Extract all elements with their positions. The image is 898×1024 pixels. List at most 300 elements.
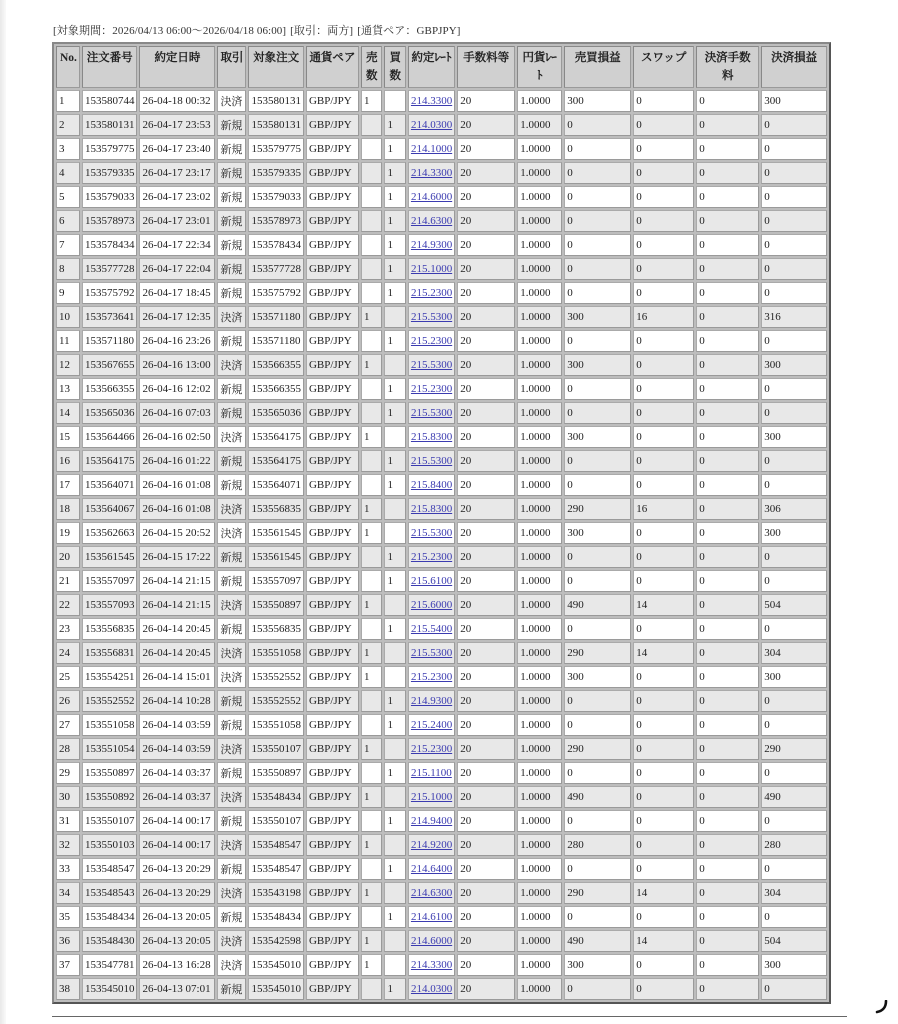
cell-no: 26 [56,690,80,712]
cell-no: 36 [56,930,80,952]
cell-settle-fee: 0 [696,810,759,832]
cell-buy-qty: 1 [384,210,406,232]
cell-trade-pl: 300 [564,306,631,328]
cell-trade-type: 新規 [217,858,246,880]
cell-buy-qty: 1 [384,714,406,736]
exec-rate-link[interactable]: 214.0300 [410,119,453,131]
table-row [56,330,827,352]
cell-buy-qty: 1 [384,138,406,160]
table-row [56,882,827,904]
cell-swap: 14 [633,642,694,664]
cell-trade-pl: 0 [564,402,631,424]
cell-jpy-rate: 1.0000 [517,282,562,304]
cell-order-no: 153550892 [82,786,138,808]
cell-exec-datetime: 26-04-14 03:59 [139,738,215,760]
cell-swap: 0 [633,378,694,400]
exec-rate-link[interactable]: 214.0300 [410,983,453,995]
cell-trade-pl: 0 [564,474,631,496]
cell-settle-fee: 0 [696,258,759,280]
horizontal-rule [52,1016,847,1017]
cell-order-no: 153556835 [82,618,138,640]
cell-sell-qty: 1 [361,786,383,808]
cell-fee: 20 [457,618,515,640]
exec-rate-link[interactable]: 215.2300 [410,551,453,563]
exec-rate-link[interactable]: 215.6100 [410,575,453,587]
cell-exec-datetime: 26-04-17 23:17 [139,162,215,184]
exec-rate-link[interactable]: 214.6300 [410,887,453,899]
cell-sell-qty [361,258,383,280]
cell-sell-qty: 1 [361,90,383,112]
cell-fee: 20 [457,594,515,616]
cell-exec-datetime: 26-04-14 03:59 [139,714,215,736]
cell-exec-datetime: 26-04-13 20:29 [139,882,215,904]
cell-no: 23 [56,618,80,640]
cell-sell-qty [361,978,383,1000]
cell-settle-fee: 0 [696,234,759,256]
cell-jpy-rate: 1.0000 [517,954,562,976]
exec-rate-link[interactable]: 214.3300 [410,959,453,971]
cell-currency-pair: GBP/JPY [306,450,359,472]
cell-order-no: 153579335 [82,162,138,184]
cell-trade-pl: 0 [564,570,631,592]
cell-settle-fee: 0 [696,594,759,616]
cell-settle-fee: 0 [696,426,759,448]
cell-settle-fee: 0 [696,978,759,1000]
cell-order-no: 153564466 [82,426,138,448]
cell-currency-pair: GBP/JPY [306,834,359,856]
cell-jpy-rate: 1.0000 [517,762,562,784]
cell-exec-rate [408,714,455,736]
cell-trade-type: 新規 [217,186,246,208]
cell-order-no: 153578434 [82,234,138,256]
cell-no: 6 [56,210,80,232]
cell-sell-qty: 1 [361,930,383,952]
cell-swap: 0 [633,618,694,640]
exec-rate-link[interactable]: 215.8300 [410,503,453,515]
cell-trade-type: 新規 [217,402,246,424]
cell-exec-rate [408,258,455,280]
cell-order-no: 153556831 [82,642,138,664]
cell-swap: 0 [633,978,694,1000]
cell-fee: 20 [457,162,515,184]
cell-fee: 20 [457,954,515,976]
cell-sell-qty [361,186,383,208]
cell-currency-pair: GBP/JPY [306,402,359,424]
cell-settle-fee: 0 [696,738,759,760]
cell-trade-pl: 0 [564,762,631,784]
col-header-target-order: 対象注文 [248,46,304,88]
cell-currency-pair: GBP/JPY [306,666,359,688]
cell-settle-pl: 0 [761,474,827,496]
cell-settle-pl: 300 [761,354,827,376]
cell-jpy-rate: 1.0000 [517,474,562,496]
cell-sell-qty [361,114,383,136]
cell-exec-rate [408,810,455,832]
exec-rate-link[interactable]: 214.1000 [410,143,453,155]
cell-swap: 0 [633,954,694,976]
cell-trade-type: 新規 [217,138,246,160]
cell-exec-datetime: 26-04-14 21:15 [139,594,215,616]
cell-trade-type: 決済 [217,666,246,688]
cell-jpy-rate: 1.0000 [517,138,562,160]
cell-trade-type: 決済 [217,426,246,448]
cell-sell-qty [361,234,383,256]
cell-settle-fee: 0 [696,930,759,952]
cell-exec-datetime: 26-04-17 18:45 [139,282,215,304]
cell-exec-rate [408,138,455,160]
cell-fee: 20 [457,450,515,472]
cell-no: 13 [56,378,80,400]
cell-sell-qty [361,162,383,184]
cell-swap: 14 [633,594,694,616]
cell-currency-pair: GBP/JPY [306,498,359,520]
cell-exec-rate [408,402,455,424]
cell-exec-rate [408,978,455,1000]
exec-rate-link[interactable]: 215.5300 [410,647,453,659]
cell-jpy-rate: 1.0000 [517,522,562,544]
cell-currency-pair: GBP/JPY [306,690,359,712]
table-row [56,522,827,544]
cell-buy-qty: 1 [384,114,406,136]
cell-swap: 0 [633,474,694,496]
cell-exec-rate [408,546,455,568]
cell-fee: 20 [457,666,515,688]
cell-buy-qty [384,786,406,808]
cell-target-order: 153550107 [248,738,304,760]
cell-trade-type: 決済 [217,90,246,112]
exec-rate-link[interactable]: 214.6000 [410,935,453,947]
cell-sell-qty [361,570,383,592]
cell-no: 37 [56,954,80,976]
cell-trade-pl: 0 [564,978,631,1000]
exec-rate-link[interactable]: 215.1000 [410,263,453,275]
cell-trade-type: 決済 [217,954,246,976]
exec-rate-link[interactable]: 215.2300 [410,383,453,395]
cell-jpy-rate: 1.0000 [517,498,562,520]
table-row [56,642,827,664]
cell-settle-fee: 0 [696,162,759,184]
cell-currency-pair: GBP/JPY [306,930,359,952]
cell-trade-type: 新規 [217,474,246,496]
cell-settle-fee: 0 [696,546,759,568]
cell-sell-qty [361,402,383,424]
cell-fee: 20 [457,90,515,112]
exec-rate-link[interactable]: 215.5300 [410,455,453,467]
cell-buy-qty: 1 [384,810,406,832]
cell-buy-qty: 1 [384,618,406,640]
cell-buy-qty [384,522,406,544]
cell-settle-pl: 0 [761,762,827,784]
cell-swap: 0 [633,810,694,832]
cell-exec-datetime: 26-04-14 20:45 [139,618,215,640]
cell-settle-fee: 0 [696,378,759,400]
cell-jpy-rate: 1.0000 [517,930,562,952]
cell-exec-datetime: 26-04-14 03:37 [139,762,215,784]
cell-settle-pl: 490 [761,786,827,808]
cell-trade-pl: 300 [564,354,631,376]
cell-sell-qty: 1 [361,306,383,328]
exec-rate-link[interactable]: 214.9200 [410,839,453,851]
exec-rate-link[interactable]: 215.5300 [410,407,453,419]
cell-jpy-rate: 1.0000 [517,306,562,328]
cell-jpy-rate: 1.0000 [517,834,562,856]
exec-rate-link[interactable]: 214.3300 [410,95,453,107]
cell-exec-datetime: 26-04-16 02:50 [139,426,215,448]
cell-currency-pair: GBP/JPY [306,426,359,448]
cell-currency-pair: GBP/JPY [306,210,359,232]
cell-trade-pl: 300 [564,666,631,688]
cell-settle-pl: 0 [761,570,827,592]
table-row [56,906,827,928]
cell-exec-datetime: 26-04-18 00:32 [139,90,215,112]
exec-rate-link[interactable]: 214.9300 [410,695,453,707]
criteria-period: [対象期間：2026/04/13 06:00〜2026/04/18 06:00] [53,25,287,37]
cell-trade-type: 決済 [217,738,246,760]
cell-sell-qty: 1 [361,594,383,616]
cell-no: 33 [56,858,80,880]
cell-settle-fee: 0 [696,402,759,424]
table-body [56,90,827,1000]
cell-target-order: 153557097 [248,570,304,592]
exec-rate-link[interactable]: 215.8400 [410,479,453,491]
cell-jpy-rate: 1.0000 [517,978,562,1000]
exec-rate-link[interactable]: 215.1000 [410,791,453,803]
exec-rate-link[interactable]: 214.3300 [410,167,453,179]
cell-order-no: 153573641 [82,306,138,328]
cell-exec-rate [408,354,455,376]
cell-target-order: 153550897 [248,762,304,784]
exec-rate-link[interactable]: 215.5400 [410,623,453,635]
col-header-buy-qty: 買数 [384,46,406,88]
cell-currency-pair: GBP/JPY [306,306,359,328]
cell-swap: 0 [633,450,694,472]
cell-target-order: 153548434 [248,906,304,928]
cell-buy-qty [384,90,406,112]
cell-buy-qty [384,642,406,664]
cell-order-no: 153566355 [82,378,138,400]
cell-buy-qty: 1 [384,234,406,256]
cell-order-no: 153567655 [82,354,138,376]
cell-sell-qty [361,378,383,400]
cell-no: 32 [56,834,80,856]
exec-rate-link[interactable]: 215.6000 [410,599,453,611]
cell-currency-pair: GBP/JPY [306,570,359,592]
cell-fee: 20 [457,978,515,1000]
exec-rate-link[interactable]: 215.2300 [410,287,453,299]
cell-order-no: 153545010 [82,978,138,1000]
cell-no: 15 [56,426,80,448]
table-row [56,786,827,808]
cell-sell-qty [361,330,383,352]
cell-jpy-rate: 1.0000 [517,714,562,736]
cell-exec-rate [408,498,455,520]
cell-settle-pl: 306 [761,498,827,520]
cell-buy-qty [384,306,406,328]
cell-currency-pair: GBP/JPY [306,978,359,1000]
cell-target-order: 153551058 [248,714,304,736]
cell-buy-qty: 1 [384,978,406,1000]
cell-buy-qty: 1 [384,858,406,880]
cell-trade-pl: 0 [564,858,631,880]
cell-target-order: 153565036 [248,402,304,424]
table-row [56,426,827,448]
cell-target-order: 153552552 [248,690,304,712]
cell-order-no: 153551058 [82,714,138,736]
cell-currency-pair: GBP/JPY [306,594,359,616]
cell-sell-qty: 1 [361,522,383,544]
exec-rate-link[interactable]: 215.5300 [410,359,453,371]
cell-target-order: 153551058 [248,642,304,664]
cell-exec-datetime: 26-04-16 01:08 [139,474,215,496]
cell-swap: 0 [633,690,694,712]
cell-settle-fee: 0 [696,906,759,928]
cell-settle-fee: 0 [696,474,759,496]
exec-rate-link[interactable]: 215.2300 [410,743,453,755]
cell-trade-type: 新規 [217,810,246,832]
exec-rate-link[interactable]: 215.5300 [410,311,453,323]
cell-trade-pl: 290 [564,882,631,904]
table-row [56,666,827,688]
table-row [56,738,827,760]
col-header-no: No. [56,46,80,88]
cell-order-no: 153547781 [82,954,138,976]
exec-rate-link[interactable]: 215.8300 [410,431,453,443]
cell-currency-pair: GBP/JPY [306,810,359,832]
cell-target-order: 153548547 [248,834,304,856]
cell-exec-datetime: 26-04-17 22:04 [139,258,215,280]
cell-target-order: 153561545 [248,546,304,568]
col-header-order-no: 注文番号 [82,46,138,88]
cell-settle-fee: 0 [696,282,759,304]
cell-currency-pair: GBP/JPY [306,858,359,880]
cell-currency-pair: GBP/JPY [306,90,359,112]
cell-buy-qty: 1 [384,378,406,400]
cell-settle-fee: 0 [696,450,759,472]
cell-trade-pl: 0 [564,186,631,208]
cell-settle-pl: 0 [761,234,827,256]
cell-exec-rate [408,234,455,256]
cell-jpy-rate: 1.0000 [517,882,562,904]
table-row [56,690,827,712]
cell-swap: 0 [633,186,694,208]
exec-rate-link[interactable]: 215.5300 [410,527,453,539]
trade-history-table [52,42,831,1004]
cell-no: 31 [56,810,80,832]
cell-exec-rate [408,690,455,712]
cell-no: 7 [56,234,80,256]
cell-settle-pl: 0 [761,282,827,304]
cell-settle-pl: 0 [761,810,827,832]
cell-buy-qty [384,738,406,760]
cell-settle-fee: 0 [696,210,759,232]
cell-target-order: 153564175 [248,450,304,472]
cell-buy-qty [384,498,406,520]
cell-settle-fee: 0 [696,90,759,112]
cell-exec-rate [408,426,455,448]
cell-trade-type: 新規 [217,210,246,232]
table-row [56,570,827,592]
exec-rate-link[interactable]: 214.9400 [410,815,453,827]
cell-swap: 14 [633,882,694,904]
cell-sell-qty [361,210,383,232]
cell-settle-pl: 0 [761,258,827,280]
cell-sell-qty: 1 [361,882,383,904]
cell-settle-pl: 304 [761,642,827,664]
cell-trade-type: 新規 [217,570,246,592]
cell-order-no: 153579033 [82,186,138,208]
cell-fee: 20 [457,570,515,592]
exec-rate-link[interactable]: 214.9300 [410,239,453,251]
cell-order-no: 153551054 [82,738,138,760]
cell-trade-type: 新規 [217,162,246,184]
cell-trade-type: 決済 [217,522,246,544]
cell-trade-type: 決済 [217,594,246,616]
cell-order-no: 153561545 [82,546,138,568]
cell-swap: 16 [633,306,694,328]
cell-exec-datetime: 26-04-13 20:29 [139,858,215,880]
cell-order-no: 153564175 [82,450,138,472]
cell-trade-type: 新規 [217,690,246,712]
cell-trade-pl: 0 [564,450,631,472]
exec-rate-link[interactable]: 214.6000 [410,191,453,203]
cell-order-no: 153578973 [82,210,138,232]
exec-rate-link[interactable]: 215.2400 [410,719,453,731]
cell-fee: 20 [457,306,515,328]
exec-rate-link[interactable]: 214.6100 [410,911,453,923]
col-header-settle-fee: 決済手数料 [696,46,759,88]
cell-target-order: 153548434 [248,786,304,808]
col-header-jpy-rate: 円貨ﾚｰﾄ [517,46,562,88]
cell-exec-datetime: 26-04-14 00:17 [139,810,215,832]
cell-trade-type: 決済 [217,786,246,808]
cell-fee: 20 [457,354,515,376]
cell-order-no: 153550103 [82,834,138,856]
cell-no: 21 [56,570,80,592]
cell-no: 12 [56,354,80,376]
cell-target-order: 153575792 [248,282,304,304]
cell-exec-rate [408,162,455,184]
cell-settle-pl: 0 [761,906,827,928]
exec-rate-link[interactable]: 215.1100 [410,767,452,779]
cell-trade-type: 新規 [217,618,246,640]
cell-buy-qty [384,954,406,976]
cell-settle-pl: 280 [761,834,827,856]
exec-rate-link[interactable]: 214.6400 [410,863,453,875]
table-row [56,978,827,1000]
cell-trade-pl: 280 [564,834,631,856]
cell-exec-rate [408,882,455,904]
cell-order-no: 153562663 [82,522,138,544]
cell-jpy-rate: 1.0000 [517,426,562,448]
exec-rate-link[interactable]: 215.2300 [410,335,453,347]
exec-rate-link[interactable]: 214.6300 [410,215,453,227]
cell-trade-pl: 300 [564,954,631,976]
cell-currency-pair: GBP/JPY [306,642,359,664]
cell-no: 8 [56,258,80,280]
cell-currency-pair: GBP/JPY [306,234,359,256]
cell-settle-fee: 0 [696,498,759,520]
cell-no: 27 [56,714,80,736]
cell-buy-qty [384,426,406,448]
cell-jpy-rate: 1.0000 [517,666,562,688]
cell-settle-pl: 0 [761,330,827,352]
cell-no: 19 [56,522,80,544]
cell-exec-datetime: 26-04-16 01:08 [139,498,215,520]
cell-fee: 20 [457,114,515,136]
cell-settle-pl: 504 [761,930,827,952]
cell-settle-pl: 0 [761,210,827,232]
exec-rate-link[interactable]: 215.2300 [410,671,453,683]
